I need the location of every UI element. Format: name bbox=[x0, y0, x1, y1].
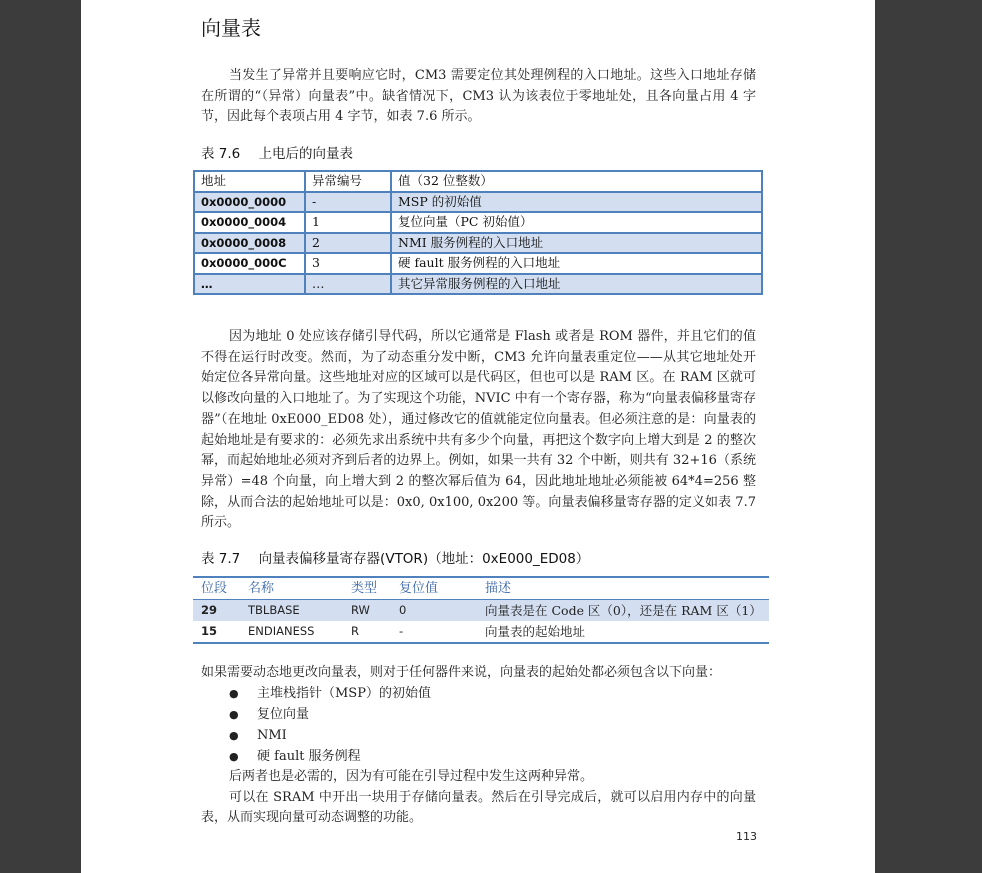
table-header-row bbox=[194, 171, 762, 192]
page-number: 113 bbox=[736, 830, 757, 843]
vector-table bbox=[193, 170, 763, 295]
table76-caption-text: 上电后的向量表 bbox=[258, 146, 354, 162]
exception-number-cell: … bbox=[305, 274, 391, 295]
requirement-paragraph bbox=[201, 663, 756, 684]
list-item bbox=[229, 683, 431, 704]
name-cell: ENDIANESS bbox=[248, 624, 315, 638]
description-cell: 向量表是在 Code 区（0），还是在 RAM 区（1） bbox=[485, 603, 762, 618]
table-header-cell: 名称 bbox=[248, 581, 275, 596]
table-row bbox=[194, 192, 762, 213]
exception-number-cell: 3 bbox=[305, 253, 391, 274]
table-row bbox=[194, 212, 762, 233]
type-cell: RW bbox=[351, 603, 370, 617]
table-row bbox=[193, 600, 769, 621]
value-cell: 其它异常服务例程的入口地址 bbox=[391, 274, 762, 295]
bullet-icon: ● bbox=[229, 687, 239, 700]
address-cell: … bbox=[194, 274, 305, 295]
list-item bbox=[229, 704, 431, 725]
address-cell: 0x0000_0000 bbox=[194, 192, 305, 213]
table77-caption-number: 表 7.7 bbox=[201, 551, 241, 567]
table76-caption-number: 表 7.6 bbox=[201, 146, 241, 162]
intro-text: 当发生了异常并且要响应它时，CM3 需要定位其处理例程的入口地址。这些入口地址存储在所谓的“（异常）向量表”中。缺省情况下，CM3 认为该表位于零地址处，且各向量占用 4 字节，因此每个表项占用 4 字节，如表 7.6 所示。 bbox=[201, 68, 756, 125]
table-header-cell: 描述 bbox=[485, 581, 512, 596]
table-header-cell: 类型 bbox=[351, 581, 378, 596]
bullet-icon: ● bbox=[229, 729, 239, 742]
table-header-cell: 地址 bbox=[194, 171, 305, 192]
bullet-icon: ● bbox=[229, 708, 239, 721]
requirement-text: 如果需要动态地更改向量表，则对于任何器件来说，向量表的起始处都必须包含以下向量： bbox=[201, 665, 722, 680]
value-cell: 硬 fault 服务例程的入口地址 bbox=[391, 253, 762, 274]
closing-paragraphs bbox=[201, 767, 756, 829]
closing-text-2: 可以在 SRAM 中开出一块用于存储向量表。然后在引导完成后，就可以启用内存中的向量表，从而实现向量可动态调整的功能。 bbox=[201, 789, 756, 826]
address-cell: 0x0000_0008 bbox=[194, 233, 305, 254]
exception-number-cell: - bbox=[305, 192, 391, 213]
value-cell: NMI 服务例程的入口地址 bbox=[391, 233, 762, 254]
address-cell: 0x0000_000C bbox=[194, 253, 305, 274]
table-row bbox=[194, 253, 762, 274]
list-item bbox=[229, 746, 431, 767]
table-header-cell: 位段 bbox=[201, 581, 228, 596]
table-row bbox=[193, 621, 769, 642]
description-cell: 向量表的起始地址 bbox=[485, 624, 586, 639]
reset-value-cell: 0 bbox=[399, 603, 407, 617]
address-cell: 0x0000_0004 bbox=[194, 212, 305, 233]
relocation-text: 因为地址 0 处应该存储引导代码，所以它通常是 Flash 或者是 ROM 器件，并且它们的值不得在运行时改变。然而，为了动态重分发中断，CM3 允许向量表重定位——从其它地址处开始定位各异常向量。这些地址对应的区域可以是代码区，但也可以是 RAM 区。在 RAM 区就可以修改向量的入口地址了。为了实现这个功能，NVIC 中有一个寄存器，称为“向量表偏移量寄存器”（在地址 0xE000_ED08 处），通过修改它的值就能定位向量表。但必须注意的是：向量表的起始地址是有要求的：必须先求出系统中共有多少个向量，再把这个数字向上增大到是 2 的整次幂，而起始地址必须对齐到后者的边界上。例如，如果一共有 32 个中断，则共有 32+16（系统异常）=48 个向量，向上增大到 2 的整次幂后值为 64，因此地址地址必须能被 64*4=256 整除，从而合法的起始地址可以是：0x0, 0x100, 0x200 等。向量表偏移量寄存器的定义如表 7.7 所示。 bbox=[201, 329, 756, 531]
value-cell: MSP 的初始值 bbox=[391, 192, 762, 213]
section-heading: 向量表 bbox=[201, 16, 261, 40]
document-page bbox=[81, 0, 875, 873]
table77-caption bbox=[201, 547, 589, 567]
table-header-row bbox=[193, 578, 769, 600]
exception-number-cell: 2 bbox=[305, 233, 391, 254]
list-item-text: NMI bbox=[257, 728, 287, 743]
list-item-text: 复位向量 bbox=[257, 707, 310, 722]
relocation-paragraph bbox=[201, 327, 756, 534]
list-item-text: 硬 fault 服务例程 bbox=[257, 749, 361, 764]
table-header-cell: 复位值 bbox=[399, 581, 439, 596]
table76-caption bbox=[201, 142, 353, 162]
intro-paragraph bbox=[201, 66, 756, 128]
name-cell: TBLBASE bbox=[248, 603, 300, 617]
table-row bbox=[194, 274, 762, 295]
bit-field-cell: 15 bbox=[201, 624, 218, 638]
table77-caption-text: 向量表偏移量寄存器(VTOR)（地址：0xE000_ED08） bbox=[258, 551, 590, 567]
exception-number-cell: 1 bbox=[305, 212, 391, 233]
table-header-cell: 值（32 位整数） bbox=[391, 171, 762, 192]
list-item bbox=[229, 725, 431, 746]
reset-value-cell: - bbox=[399, 624, 404, 638]
type-cell: R bbox=[351, 624, 359, 638]
table-header-cell: 异常编号 bbox=[305, 171, 391, 192]
bit-field-cell: 29 bbox=[201, 603, 218, 617]
vtor-register-table bbox=[193, 576, 769, 644]
bullet-icon: ● bbox=[229, 750, 239, 763]
list-item-text: 主堆栈指针（MSP）的初始值 bbox=[257, 686, 431, 701]
closing-text-1: 后两者也是必需的，因为有可能在引导过程中发生这两种异常。 bbox=[229, 769, 594, 784]
value-cell: 复位向量（PC 初始值） bbox=[391, 212, 762, 233]
table-row bbox=[194, 233, 762, 254]
vector-list bbox=[229, 683, 431, 767]
